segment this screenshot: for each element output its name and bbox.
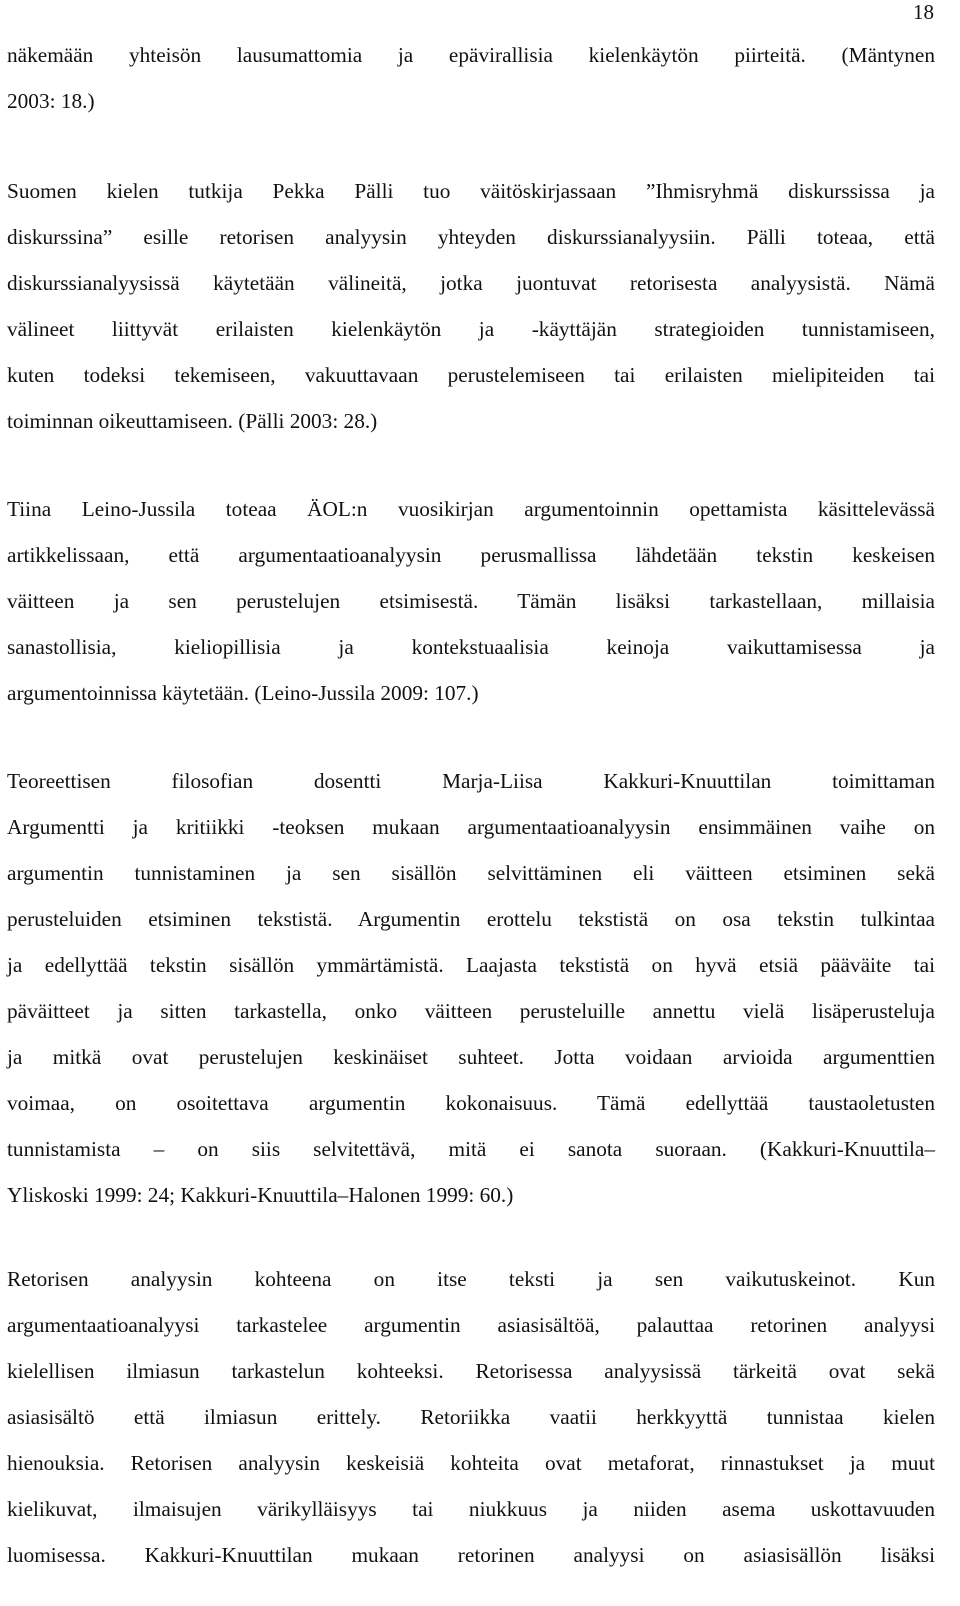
text-line: diskurssina” esille retorisen analyysin yhteyden diskurssianalyysiin. Pälli toteaa, että — [7, 225, 935, 249]
text-line: sanastollisia, kieliopillisia ja kontekstuaalisia keinoja vaikuttamisessa ja — [7, 635, 935, 659]
text-line: ja mitkä ovat perustelujen keskinäiset suhteet. Jotta voidaan arvioida argumenttien — [7, 1045, 935, 1069]
text-line: argumentaatioanalyysi tarkastelee argumentin asiasisältöä, palauttaa retorinen analyysi — [7, 1313, 935, 1337]
text-line: päväitteet ja sitten tarkastella, onko väitteen perusteluille annettu vielä lisäperusteluja — [7, 999, 935, 1023]
paragraph-3 — [7, 486, 935, 716]
text-line: Argumentti ja kritiikki -teoksen mukaan argumentaatioanalyysin ensimmäinen vaihe on — [7, 815, 935, 839]
text-line: näkemään yhteisön lausumattomia ja epävirallisia kielenkäytön piirteitä. (Mäntynen — [7, 43, 935, 67]
text-line: asiasisältö että ilmiasun erittely. Retoriikka vaatii herkkyyttä tunnistaa kielen — [7, 1405, 935, 1429]
text-line: artikkelissaan, että argumentaatioanalyysin perusmallissa lähdetään tekstin keskeisen — [7, 543, 935, 567]
text-line: perusteluiden etsiminen tekstistä. Argumentin erottelu tekstistä on osa tekstin tulkintaa — [7, 907, 935, 931]
text-line: väitteen ja sen perustelujen etsimisestä. Tämän lisäksi tarkastellaan, millaisia — [7, 589, 935, 613]
text-line: voimaa, on osoitettava argumentin kokonaisuus. Tämä edellyttää taustaoletusten — [7, 1091, 935, 1115]
text-line: Suomen kielen tutkija Pekka Pälli tuo väitöskirjassaan ”Ihmisryhmä diskurssissa ja — [7, 179, 935, 203]
paragraph-4 — [7, 758, 935, 1218]
text-line: välineet liittyvät erilaisten kielenkäytön ja -käyttäjän strategioiden tunnistamiseen, — [7, 317, 935, 341]
text-line: Teoreettisen filosofian dosentti Marja-Liisa Kakkuri-Knuuttilan toimittaman — [7, 769, 935, 793]
text-line: Yliskoski 1999: 24; Kakkuri-Knuuttila–Halonen 1999: 60.) — [7, 1183, 514, 1207]
text-line: 2003: 18.) — [7, 89, 95, 113]
text-line: Tiina Leino-Jussila toteaa ÄOL:n vuosikirjan argumentoinnin opettamista käsittelevässä — [7, 497, 935, 521]
text-line: argumentoinnissa käytetään. (Leino-Jussila 2009: 107.) — [7, 681, 479, 705]
text-line: luomisessa. Kakkuri-Knuuttilan mukaan retorinen analyysi on asiasisällön lisäksi — [7, 1543, 935, 1567]
paragraph-1 — [7, 32, 935, 124]
text-line: diskurssianalyysissä käytetään välineitä, jotka juontuvat retorisesta analyysistä. Nämä — [7, 271, 935, 295]
text-line: toiminnan oikeuttamiseen. (Pälli 2003: 28.) — [7, 409, 378, 433]
text-line: ja edellyttää tekstin sisällön ymmärtämistä. Laajasta tekstistä on hyvä etsiä pääväite tai — [7, 953, 935, 977]
paragraph-5 — [7, 1256, 935, 1578]
text-line: tunnistamista – on siis selvitettävä, mitä ei sanota suoraan. (Kakkuri-Knuuttila– — [7, 1137, 935, 1161]
paragraph-2 — [7, 168, 935, 444]
text-line: argumentin tunnistaminen ja sen sisällön selvittäminen eli väitteen etsiminen sekä — [7, 861, 935, 885]
text-line: kielellisen ilmiasun tarkastelun kohteeksi. Retorisessa analyysissä tärkeitä ovat sekä — [7, 1359, 935, 1383]
text-line: kielikuvat, ilmaisujen värikylläisyys tai niukkuus ja niiden asema uskottavuuden — [7, 1497, 935, 1521]
text-line: kuten todeksi tekemiseen, vakuuttavaan perustelemiseen tai erilaisten mielipiteiden tai — [7, 363, 935, 387]
text-line: hienouksia. Retorisen analyysin keskeisiä kohteita ovat metaforat, rinnastukset ja muut — [7, 1451, 935, 1475]
text-line: Retorisen analyysin kohteena on itse teksti ja sen vaikutuskeinot. Kun — [7, 1267, 935, 1291]
page-number: 18 — [913, 0, 934, 24]
